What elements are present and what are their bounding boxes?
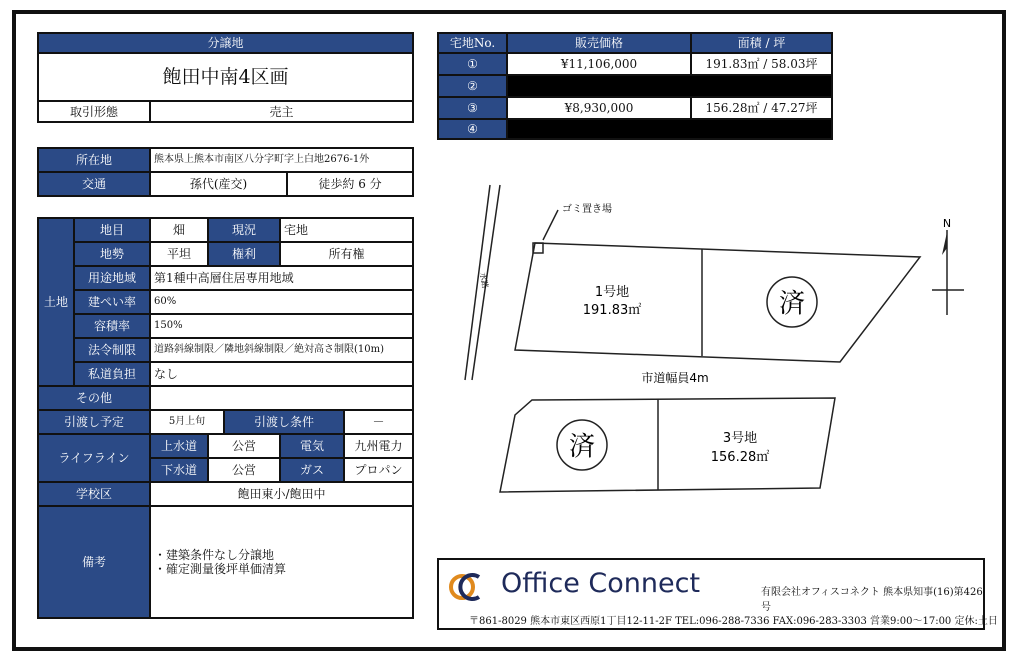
price-header-no: 宅地No. <box>438 33 507 53</box>
remarks-line-2: ・確定測量後坪単価清算 <box>154 562 287 576</box>
north-label: N <box>942 217 952 230</box>
shidou-label: 私道負担 <box>74 362 150 386</box>
water-label: 上水道 <box>150 434 208 458</box>
upper-block <box>515 243 920 362</box>
yoseki-label: 容積率 <box>74 314 150 338</box>
kenpei-label: 建ぺい率 <box>74 290 150 314</box>
hikiwatashi-value: 5月上旬 <box>150 410 224 434</box>
site-plan <box>440 180 980 510</box>
gas-value: プロパン <box>344 458 413 482</box>
elec-label: 電気 <box>280 434 344 458</box>
remarks-cell <box>150 506 413 618</box>
chisei-value: 平坦 <box>150 242 208 266</box>
yoseki-value: 150% <box>150 314 413 338</box>
kenri-value: 所有権 <box>280 242 413 266</box>
access-label: 交通 <box>38 172 150 196</box>
sold-mark: 済 <box>568 432 596 462</box>
company-footer <box>437 558 998 630</box>
lot-price: ¥11,106,000 <box>507 53 691 75</box>
lot-area: 191.83㎡ / 58.03坪 <box>691 53 832 75</box>
gas-label: ガス <box>280 458 344 482</box>
sewer-value: 公営 <box>208 458 280 482</box>
land-section-label: 土地 <box>38 218 74 386</box>
property-name: 飽田中南4区画 <box>38 53 413 101</box>
transaction-value: 売主 <box>150 101 413 122</box>
lot3-area: 156.28㎡ <box>710 450 770 465</box>
youto-label: 用途地域 <box>74 266 150 290</box>
lot1-name: 1号地 <box>594 285 630 300</box>
sold-bar <box>507 75 832 97</box>
water-value: 公営 <box>208 434 280 458</box>
transaction-label: 取引形態 <box>38 101 150 122</box>
lot-price: ¥8,930,000 <box>507 97 691 119</box>
lot-no: ① <box>438 53 507 75</box>
access-walk: 徒歩約 6 分 <box>287 172 413 196</box>
brand-name: Office Connect <box>501 568 701 599</box>
kenri-label: 権利 <box>208 242 280 266</box>
road-label: 市道幅員4m <box>641 371 709 385</box>
sold-bar <box>507 119 832 139</box>
side-road-label: 水路 <box>478 271 490 290</box>
lot-no: ④ <box>438 119 507 139</box>
location-table <box>37 147 414 197</box>
price-header-area: 面積 / 坪 <box>691 33 832 53</box>
remarks-label: 備考 <box>38 506 150 618</box>
company-license: 有限会社オフィスコネクト 熊本県知事(16)第426号 <box>761 587 983 613</box>
location-value: 熊本県上熊本市南区八分字町字上白地2676-1外 <box>150 148 413 172</box>
sonota-value <box>150 386 413 410</box>
school-value: 飽田東小/飽田中 <box>150 482 413 506</box>
property-header: 分譲地 <box>38 33 413 53</box>
lower-block <box>500 398 835 492</box>
sold-mark: 済 <box>778 289 806 319</box>
price-table <box>437 32 833 140</box>
lot-no: ② <box>438 75 507 97</box>
chisei-label: 地勢 <box>74 242 150 266</box>
youto-value: 第1種中高層住居専用地域 <box>150 266 413 290</box>
chimoku-label: 地目 <box>74 218 150 242</box>
kenpei-value: 60% <box>150 290 413 314</box>
location-label: 所在地 <box>38 148 150 172</box>
sonota-label: その他 <box>38 386 150 410</box>
shidou-value: なし <box>150 362 413 386</box>
lot1-area: 191.83㎡ <box>582 303 642 318</box>
access-station: 孫代(産交) <box>150 172 287 196</box>
chimoku-value: 畑 <box>150 218 208 242</box>
genkyo-value: 宅地 <box>280 218 413 242</box>
lot-no: ③ <box>438 97 507 119</box>
garbage-leader <box>543 210 558 240</box>
price-header-price: 販売価格 <box>507 33 691 53</box>
joken-label: 引渡し条件 <box>224 410 344 434</box>
land-table <box>37 217 414 619</box>
lifeline-label: ライフライン <box>38 434 150 482</box>
office-connect-logo <box>449 569 483 603</box>
hourei-value: 道路斜線制限／隣地斜線制限／絶対高さ制限(10m) <box>150 338 413 362</box>
lot3-name: 3号地 <box>722 431 758 446</box>
garbage-label: ゴミ置き場 <box>562 204 612 215</box>
remarks-line-1: ・建築条件なし分譲地 <box>154 548 275 562</box>
hourei-label: 法令制限 <box>74 338 150 362</box>
genkyo-label: 現況 <box>208 218 280 242</box>
company-address: 〒861-8029 熊本市東区西原1丁目12-11-2F TEL:096-288-7336 FAX:096-283-3303 営業9:00～17:00 定休:土日 <box>469 616 998 627</box>
lot-area: 156.28㎡ / 47.27坪 <box>691 97 832 119</box>
elec-value: 九州電力 <box>344 434 413 458</box>
school-label: 学校区 <box>38 482 150 506</box>
property-header-table <box>37 32 414 123</box>
joken-value: － <box>344 410 413 434</box>
sewer-label: 下水道 <box>150 458 208 482</box>
hikiwatashi-label: 引渡し予定 <box>38 410 150 434</box>
